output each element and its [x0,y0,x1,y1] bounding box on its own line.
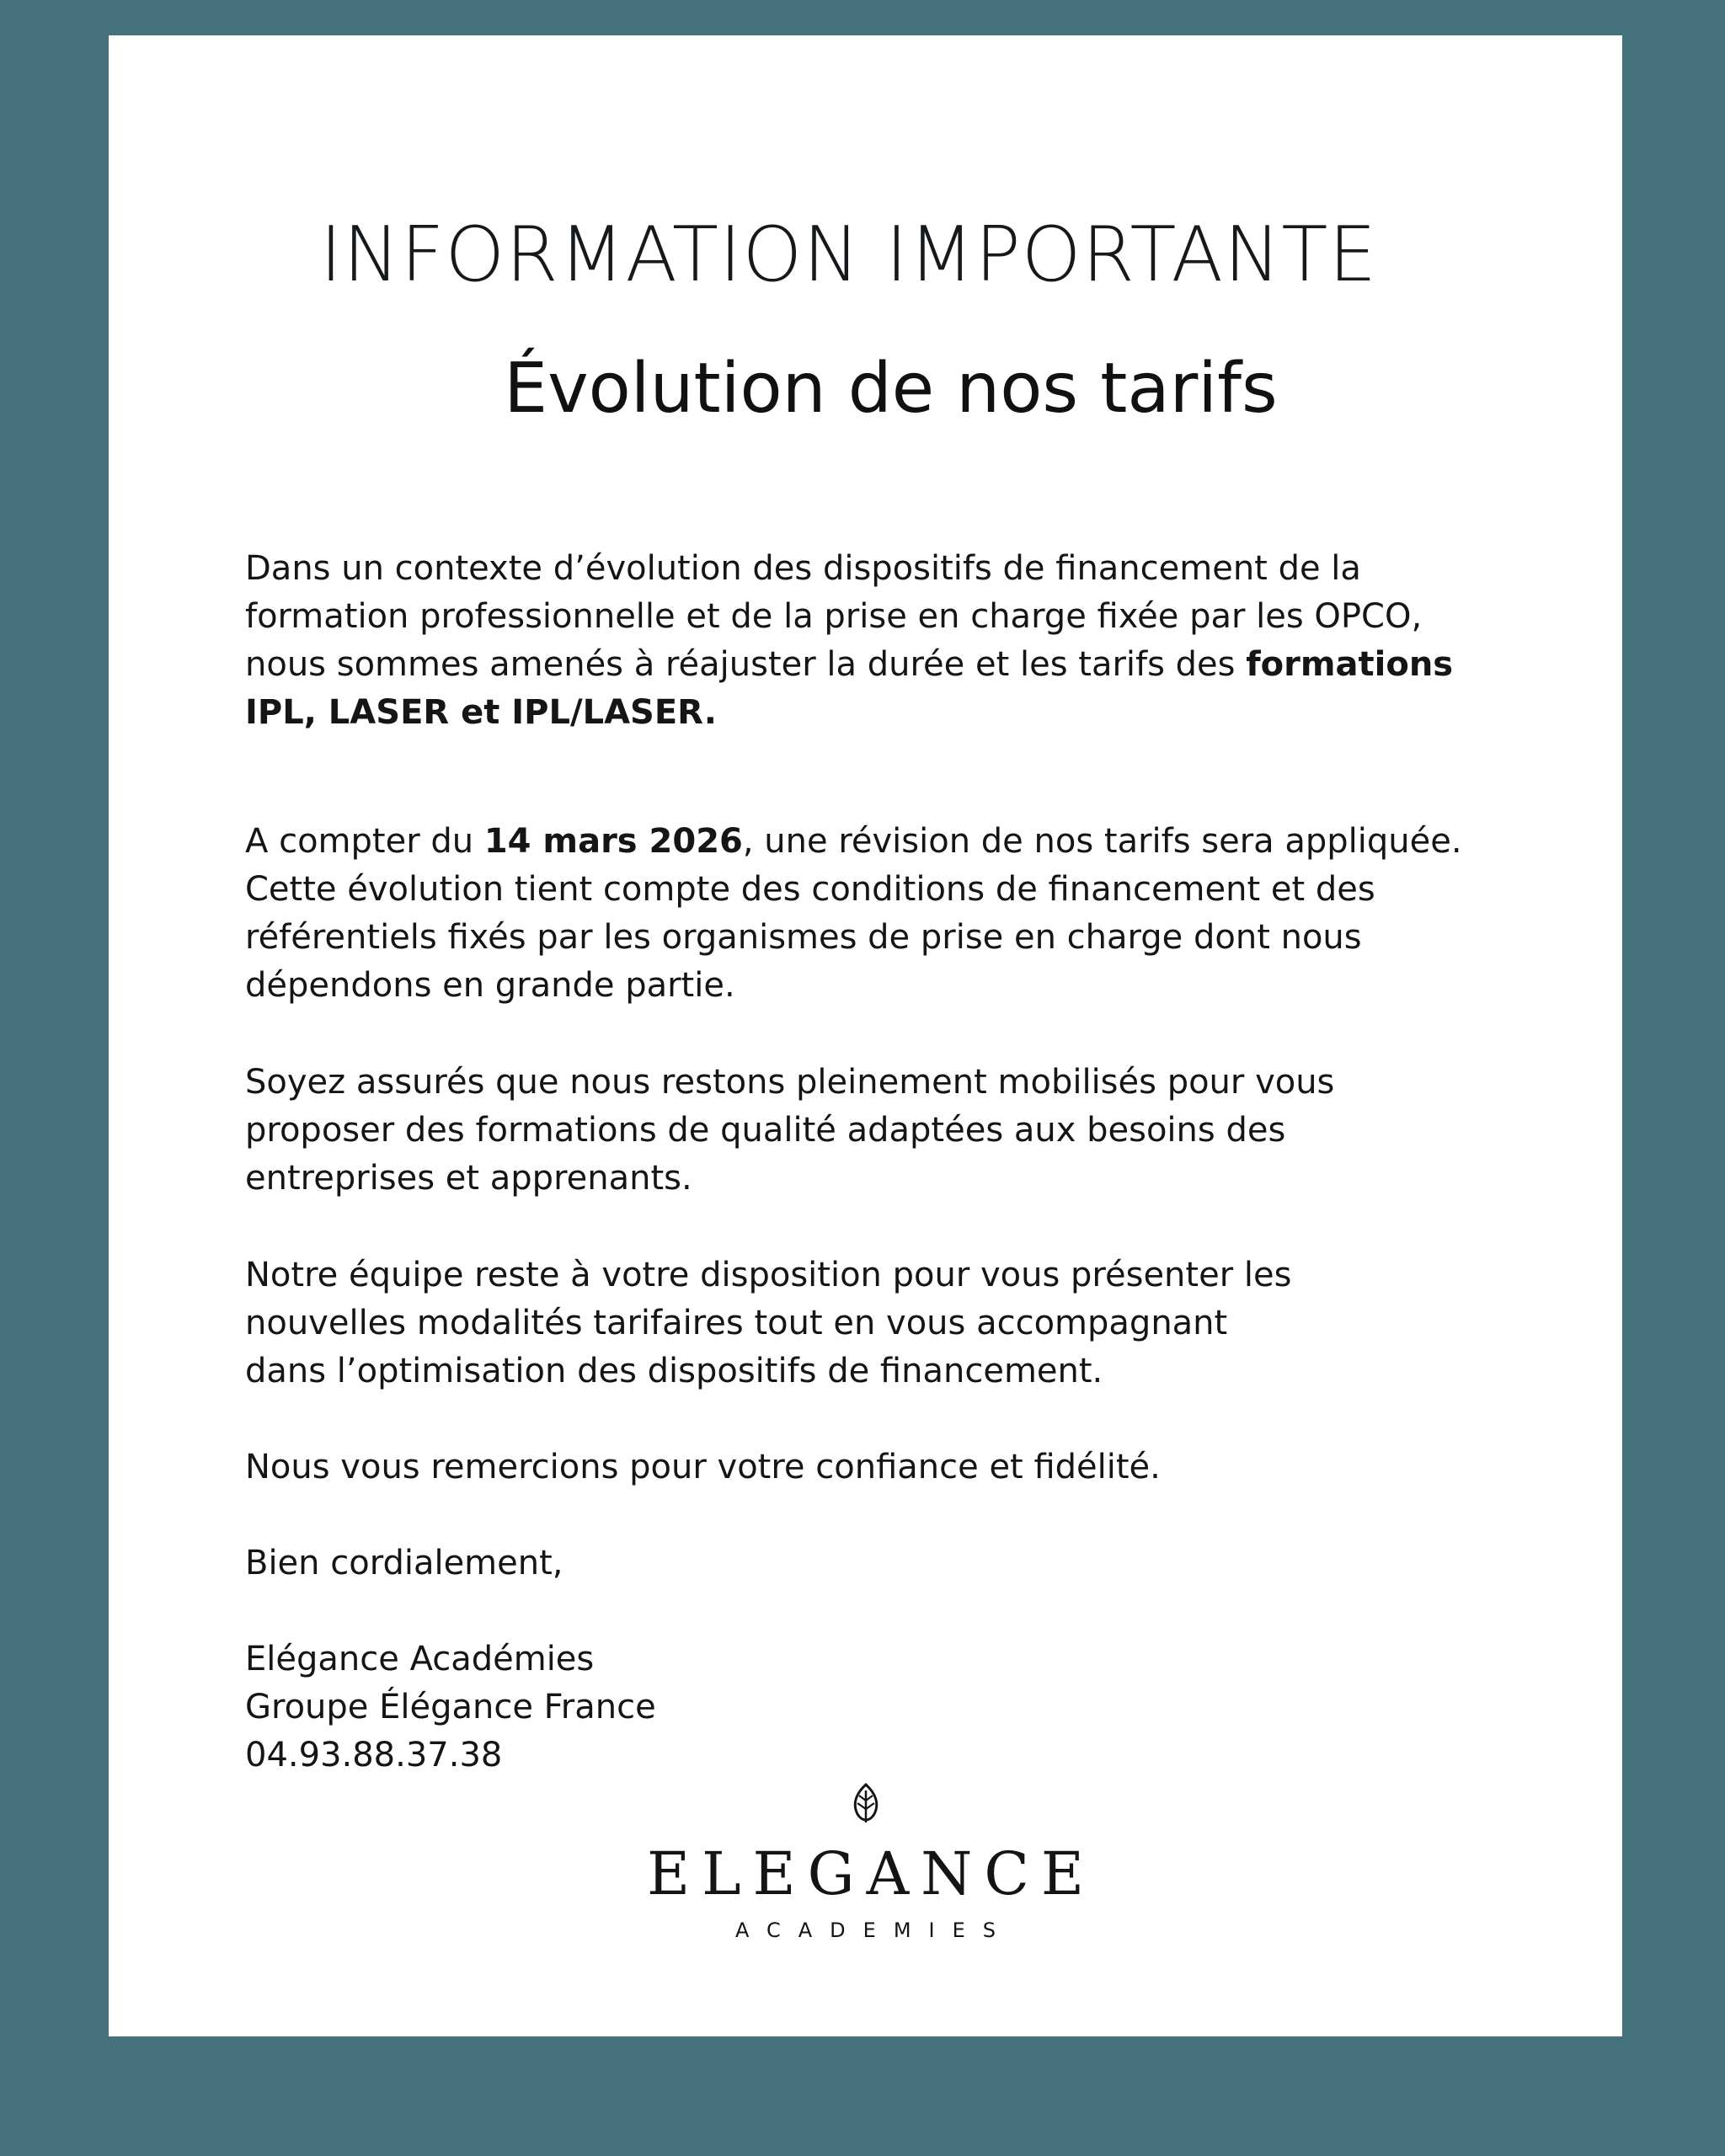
paragraph-line: dépendons en grande partie. [245,966,735,1005]
paragraph-line: formation professionnelle et de la prise en charge fixée par les OPCO, [245,597,1423,636]
text-normal: nous sommes amenés à réajuster la durée et les tarifs des [245,645,1247,684]
paragraph-line [245,818,1610,866]
signature-block [245,1636,1610,1780]
paragraph-line [245,641,1610,689]
logo-subtitle: ACADEMIES [735,1919,1013,1942]
paragraph-line: nouvelles modalités tarifaires tout en vous accompagnant [245,1304,1228,1342]
paragraph-line: entreprises et apprenants. [245,1159,692,1198]
paragraph-line: Bien cordialement, [245,1544,563,1582]
paragraph-line: Dans un contexte d’évolution des dispositifs de financement de la [245,549,1361,588]
page-title: INFORMATION IMPORTANTE [319,211,1378,299]
paragraph-line: référentiels fixés par les organismes de prise en charge dont nous [245,918,1362,957]
effective-date: 14 mars 2026 [483,822,743,861]
paragraph-context [245,545,1610,737]
text-normal: , une révision de nos tarifs sera appliquée. [742,822,1462,861]
page-subtitle: Évolution de nos tarifs [504,349,1278,429]
notice-sheet [109,35,1622,2036]
paragraph-line: dans l’optimisation des dispositifs de financement. [245,1352,1103,1390]
paragraph-line [245,689,1610,737]
paragraph-thanks [245,1444,1610,1492]
signature-company: Elégance Académies [245,1640,595,1678]
text-bold: IPL, LASER et IPL/LASER. [245,693,717,732]
paragraph-date [245,818,1610,1010]
paragraph-line: Nous vous remercions pour votre confiance et fidélité. [245,1448,1161,1486]
logo-wordmark: ELEGANCE [646,1839,1097,1908]
signature-group: Groupe Élégance France [245,1688,656,1726]
leaf-icon [849,1782,883,1824]
paragraph-line: Cette évolution tient compte des conditions de financement et des [245,870,1375,909]
text-normal: A compter du [245,822,484,861]
elegance-logo [109,1782,1622,1942]
text-bold: formations [1246,645,1454,684]
paragraph-line: Soyez assurés que nous restons pleinement mobilisés pour vous [245,1063,1335,1102]
signature-phone: 04.93.88.37.38 [245,1736,503,1774]
closing-text [245,1540,1610,1588]
paragraph-line: Notre équipe reste à votre disposition pour vous présenter les [245,1256,1292,1294]
paragraph-commitment [245,1059,1610,1203]
paragraph-team [245,1251,1610,1396]
paragraph-line: proposer des formations de qualité adaptées aux besoins des [245,1111,1286,1150]
